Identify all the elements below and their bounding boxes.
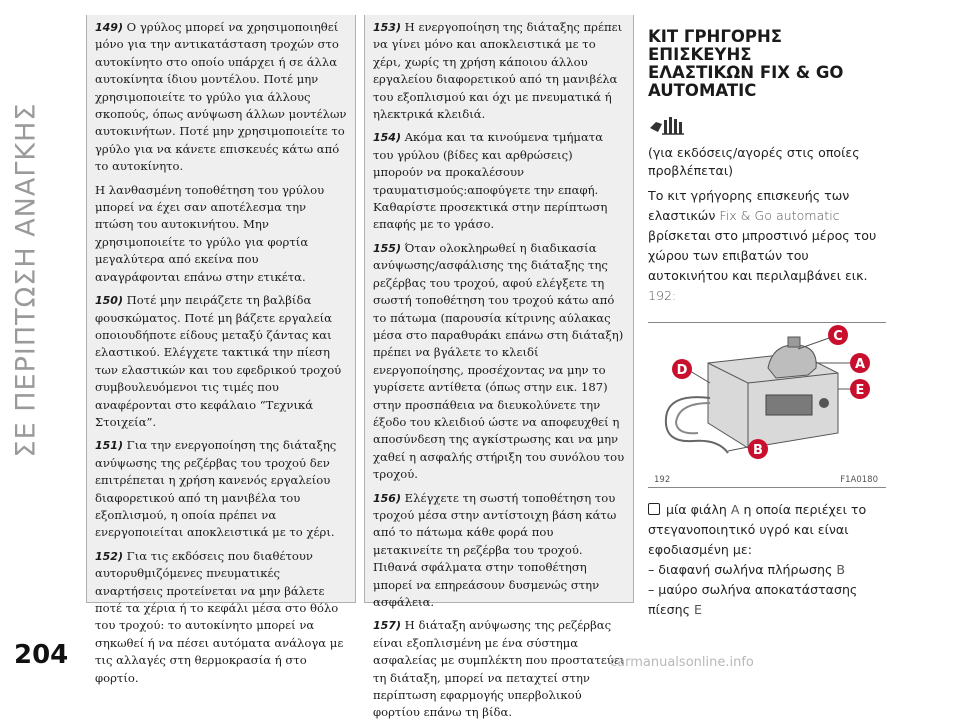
warning-paragraph bbox=[373, 240, 625, 484]
warning-number: 151) bbox=[95, 439, 123, 453]
warning-paragraph bbox=[373, 617, 625, 721]
checkbox-bullet-icon bbox=[648, 503, 660, 515]
svg-text:D: D bbox=[676, 363, 688, 378]
page-number: 204 bbox=[14, 640, 69, 670]
warning-text: Ποτέ μην πειράζετε τη βαλβίδα φουσκώματος. Ποτέ μη βάζετε εργαλεία οποιουδήποτε είδους μεταξύ ζάντας και ελαστικού. Ελέγχετε τακτικά την πίεση των ελαστικών και του εφεδρικού τροχού συμβουλευόμενοι τις τιμές που αναφέρονται στο κεφάλαιο “Τεχνικά Στοιχεία”. bbox=[95, 293, 342, 429]
svg-text:A: A bbox=[854, 357, 866, 372]
bullet-bottle: μία φιάλη A η οποία περιέχει το στεγανοποιητικό υγρό και είναι εφοδιασμένη με: – διαφανή σωλήνα πλήρωσης B – μαύρο σωλήνα αποκατάστασης πίεσης E bbox=[648, 500, 888, 620]
compressor-figure bbox=[648, 322, 886, 488]
kit-title: ΚΙΤ ΓΡΗΓΟΡΗΣ ΕΠΙΣΚΕΥΗΣ ΕΛΑΣΤΙΚΩΝ FIX & GO AUTOMATIC bbox=[648, 27, 844, 100]
warning-text: Για τις εκδόσεις που διαθέτουν αυτορυθμιζόμενες πνευματικές αναρτήσεις προτείνεται να μην βάλετε ποτέ τα χέρια ή το κεφάλι μέσα στο θόλο του τροχού: το αυτοκίνητο μπορεί να σηκωθεί ή να πέσει αυτόματα ανάλογα με τις αλλαγές στη θερμοκρασία ή στο φορτίο. bbox=[95, 548, 344, 685]
label-c-marker bbox=[798, 325, 848, 349]
warning-number: 154) bbox=[373, 131, 401, 145]
warning-number: 155) bbox=[373, 241, 401, 255]
warning-paragraph bbox=[373, 129, 625, 233]
kit-description: Το κιτ γρήγορης επισκευής των ελαστικών Fix & Go automatic βρίσκεται στο μπροστινό μέρος του χώρου των επιβατών του αυτοκινήτου και περιλαμβάνει εικ. 192: bbox=[648, 188, 877, 303]
warning-paragraph bbox=[95, 182, 347, 286]
label-e-marker bbox=[838, 379, 870, 399]
kit-subtitle: (για εκδόσεις/αγορές στις οποίες προβλέπεται) bbox=[648, 145, 860, 178]
warning-paragraph bbox=[373, 490, 625, 612]
kit-section bbox=[648, 28, 888, 620]
warning-text: Ακόμα και τα κινούμενα τμήματα του γρύλου (βίδες και αρθρώσεις) μπορούν να προκαλέσουν τραυματισμούς:αποφύγετε την επαφή. Καθαρίστε προσεκτικά στην περίπτωση επαφής με το γράσο. bbox=[373, 130, 608, 232]
warning-number: 150) bbox=[95, 294, 123, 308]
warning-paragraph bbox=[95, 292, 347, 431]
label-d-marker bbox=[672, 359, 710, 383]
sub-item-fill-hose: – διαφανή σωλήνα πλήρωσης B bbox=[648, 562, 846, 577]
warning-text: Η διάταξη ανύψωσης της ρεζέρβας είναι εξοπλισμένη με ένα σύστημα ασφαλείας με συμπλέκτη που προστατεύει τη διάταξη, μπορεί να πεταχτεί στην περίπτωση εφαρμογής υπερβολικού φορτίου επάνω τη βίδα. bbox=[373, 618, 625, 720]
figure-code: F1A0180 bbox=[840, 475, 878, 485]
warning-text: Όταν ολοκληρωθεί η διαδικασία ανύψωσης/ασφάλισης της διάταξης της ρεζέρβας του τροχού, αφού ελέγξετε τη σωστή τοποθέτηση του τροχού κάτω από το πάτωμα (παρουσία κίτρινης αύλακας μέσα στο παραθυράκι επάνω στη διάταξη) πρέπει να βγάλετε το κλειδί ενεργοποίησης, προσέχοντας να μην το γυρίσετε αντίθετα (όπως στην εικ. 187) στην προσπάθεια να διευκολύνετε την έξοδο του κλειδιού ώστε να αποφευχθεί η αποσύνδεση της αγκίστρωσης και να μην χαθεί η ασφαλής στήριξη του συνόλου του τροχού. bbox=[373, 240, 625, 482]
warning-paragraph bbox=[95, 437, 347, 541]
section-side-title-text: ΣΕ ΠΕΡΙΠΤΩΣΗ ΑΝΑΓΚΗΣ bbox=[10, 102, 42, 458]
compressor-illustration bbox=[648, 323, 886, 473]
warning-number: 152) bbox=[95, 549, 123, 563]
svg-text:B: B bbox=[753, 443, 763, 458]
svg-text:E: E bbox=[855, 383, 865, 398]
figure-number: 192 bbox=[654, 475, 671, 485]
warning-text: Για την ενεργοποίηση της διάταξης ανύψωσης της ρεζέρβας του τροχού δεν επιτρέπεται η χρήση κανενός εργαλείου διαφορετικού από τη μανιβέλα του εξοπλισμού, η οποία πρέπει να ενεργοποιείται αποκλειστικά με το χέρι. bbox=[95, 438, 337, 540]
section-side-title bbox=[6, 20, 46, 540]
warning-text: Ελέγχετε τη σωστή τοποθέτηση του τροχού μέσα στην αντίστοιχη βάση κάτω από το πάτωμα κάθε φορά που μετακινείτε τη ρεζέρβα του τροχού. Πιθανά σφάλματα στην τοποθέτηση μπορεί να επηρεάσουν δυσμενώς στην ασφάλεια. bbox=[373, 490, 617, 609]
warning-text: Ο γρύλος μπορεί να χρησιμοποιηθεί μόνο για την αντικατάσταση τροχών στο αυτοκίνητο στο οποίο υπάρχει ή σε άλλα αυτοκίνητα ίδιου μοντέλου. Ποτέ μην χρησιμοποιείτε το γρύλο για άλλους σκοπούς, όπως ανύψωση άλλων μοντέλων αυτοκινήτων. Ποτέ μην χρησιμοποιείτε το γρύλο για να κάνετε επισκευές κάτω από το αυτοκίνητο. bbox=[95, 20, 347, 174]
svg-text:C: C bbox=[833, 329, 843, 344]
warning-number: 156) bbox=[373, 491, 401, 505]
wrench-hand-icon bbox=[648, 114, 888, 136]
warning-number: 149) bbox=[95, 21, 123, 34]
watermark: carmanualsonline.info bbox=[610, 655, 754, 670]
warning-text: Η ενεργοποίηση της διάταξης πρέπει να γίνει μόνο και αποκλειστικά με το χέρι, χωρίς τη χρήση κάποιου άλλου εργαλείου διαφορετικού από τη μανιβέλα του εξοπλισμού και όχι με πνευματικά ή ηλεκτρικά κλειδιά. bbox=[373, 20, 623, 122]
warning-number: 153) bbox=[373, 21, 401, 34]
warning-paragraph bbox=[95, 19, 347, 176]
warning-paragraph bbox=[373, 19, 625, 123]
wrench-hand-icon-svg bbox=[648, 114, 688, 136]
warnings-column-1 bbox=[86, 15, 356, 685]
warnings-column-2 bbox=[364, 15, 634, 720]
warning-text: Η λανθασμένη τοποθέτηση του γρύλου μπορεί να έχει σαν αποτέλεσμα την πτώση του αυτοκινήτου. Μην χρησιμοποιείτε το γρύλο για φορτία μεγαλύτερα από εκείνα που αναγράφονται επάνω στην ετικέτα. bbox=[95, 182, 325, 284]
warning-paragraph bbox=[95, 548, 347, 687]
sub-item-pressure-hose: – μαύρο σωλήνα αποκατάστασης πίεσης E bbox=[648, 582, 858, 617]
warning-number: 157) bbox=[373, 619, 401, 633]
